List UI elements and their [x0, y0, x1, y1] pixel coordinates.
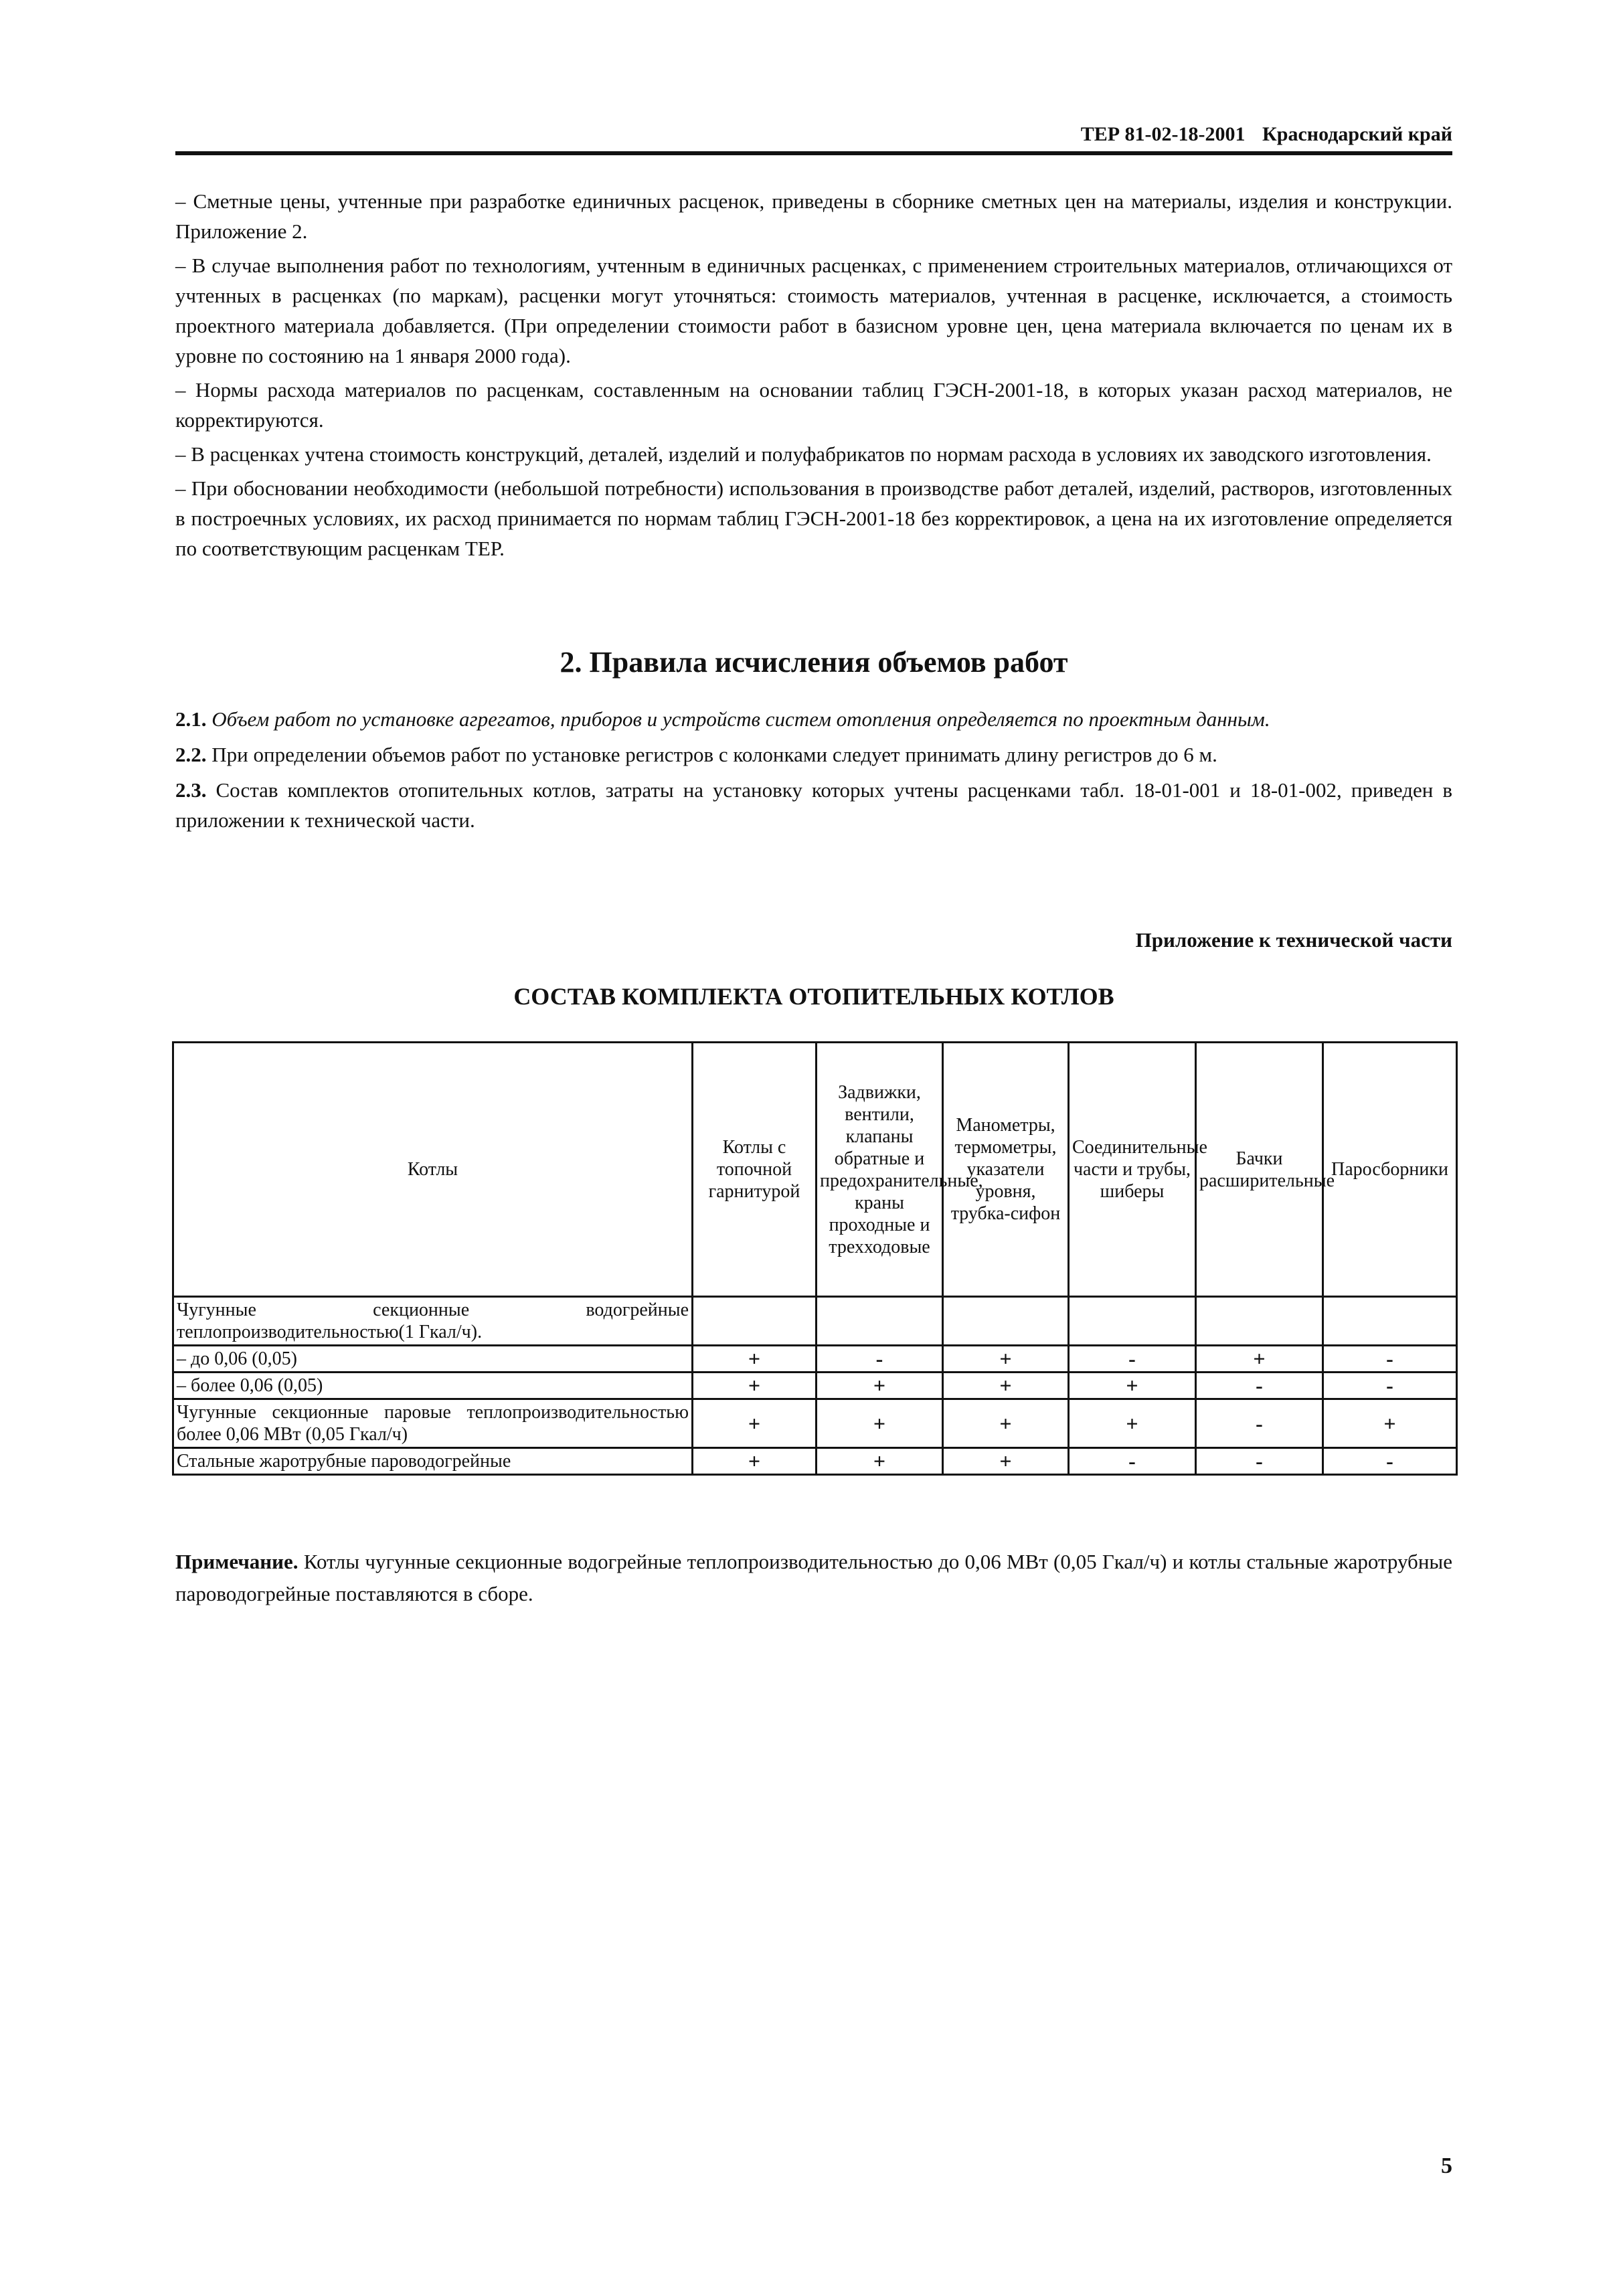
rule-text: Объем работ по установке агрегатов, приборов и устройств систем отопления определяется по проектным данным. — [211, 707, 1270, 731]
intro-paragraph: – Нормы расхода материалов по расценкам, составленным на основании таблиц ГЭСН-2001-18, в которых указан расход материалов, не корректируются. — [175, 378, 1452, 432]
table-cell — [1323, 1297, 1457, 1346]
table-title: СОСТАВ КОМПЛЕКТА ОТОПИТЕЛЬНЫХ КОТЛОВ — [513, 983, 1114, 1010]
rule-text: При определении объемов работ по установке регистров с колонками следует принимать длину регистров до 6 м. — [211, 743, 1217, 766]
note-paragraph — [175, 1546, 1452, 1610]
table-cell: + — [817, 1373, 943, 1399]
column-header: Задвижки, вентили, клапаны обратные и предохранительные, краны проходные и трехходовые — [817, 1043, 943, 1297]
table-cell — [1196, 1297, 1323, 1346]
section-title: 2. Правила исчисления объемов работ — [560, 646, 1068, 679]
row-label: Чугунные секционные водогрейные теплопроизводительностью(1 Гкал/ч). — [173, 1297, 693, 1346]
table-cell: + — [1069, 1373, 1196, 1399]
table-cell: + — [693, 1399, 817, 1448]
note-text: Котлы чугунные секционные водогрейные теплопроизводительностью до 0,06 МВт (0,05 Гкал/ч) и котлы стальные жаротрубные пароводогрейные поставляются в сборе. — [175, 1550, 1453, 1605]
rule-item — [175, 739, 1452, 770]
rules-list — [175, 704, 1452, 841]
column-header: Котлы — [173, 1043, 693, 1297]
column-header: Паросборники — [1323, 1043, 1457, 1297]
rule-number: 2.1. — [175, 707, 207, 731]
row-label: – до 0,06 (0,05) — [173, 1346, 693, 1373]
row-label: Стальные жаротрубные пароводогрейные — [173, 1448, 693, 1475]
table-cell: + — [817, 1448, 943, 1475]
table-cell: + — [943, 1346, 1069, 1373]
table-cell: - — [1323, 1346, 1457, 1373]
table-cell: - — [1196, 1399, 1323, 1448]
table-row — [173, 1448, 1457, 1475]
table-cell: - — [817, 1346, 943, 1373]
table-cell: + — [1196, 1346, 1323, 1373]
table-cell — [817, 1297, 943, 1346]
rule-number: 2.2. — [175, 743, 207, 766]
region-name: Краснодарский край — [1262, 123, 1452, 145]
table-row — [173, 1373, 1457, 1399]
boiler-set-table — [172, 1041, 1458, 1476]
table-cell: - — [1323, 1373, 1457, 1399]
table-cell: - — [1069, 1448, 1196, 1475]
table-cell: + — [817, 1399, 943, 1448]
rule-text: Состав комплектов отопительных котлов, затраты на установку которых учтены расценками табл. 18-01-001 и 18-01-002, приведен в приложении к технической части. — [175, 778, 1452, 832]
row-label: Чугунные секционные паровые теплопроизводительностью более 0,06 МВт (0,05 Гкал/ч) — [173, 1399, 693, 1448]
table-cell: - — [1196, 1448, 1323, 1475]
table-cell: + — [693, 1448, 817, 1475]
table-cell: + — [1069, 1399, 1196, 1448]
table-row — [173, 1297, 1457, 1346]
table-cell: + — [693, 1346, 817, 1373]
table-cell: + — [693, 1373, 817, 1399]
running-header — [175, 118, 1452, 155]
intro-paragraphs — [175, 186, 1452, 567]
table-cell: + — [943, 1448, 1069, 1475]
column-header: Бачки расширительные — [1196, 1043, 1323, 1297]
table-cell: + — [943, 1399, 1069, 1448]
page-number: 5 — [1441, 2153, 1452, 2178]
table-cell: - — [1069, 1346, 1196, 1373]
table-cell: + — [1323, 1399, 1457, 1448]
table-cell — [693, 1297, 817, 1346]
table-cell: - — [1323, 1448, 1457, 1475]
table-cell: - — [1196, 1373, 1323, 1399]
appendix-label: Приложение к технической части — [1135, 928, 1452, 952]
intro-paragraph: – В расценках учтена стоимость конструкций, деталей, изделий и полуфабрикатов по нормам расхода в условиях их заводского изготовления. — [175, 442, 1432, 466]
table-cell — [943, 1297, 1069, 1346]
rule-item — [175, 775, 1452, 835]
column-header: Манометры, термометры, указатели уровня, трубка-сифон — [943, 1043, 1069, 1297]
table-header-row — [173, 1043, 1457, 1297]
column-header: Соединительные части и трубы, шиберы — [1069, 1043, 1196, 1297]
note-label: Примечание. — [175, 1550, 298, 1573]
rule-number: 2.3. — [175, 778, 207, 802]
intro-paragraph: – При обосновании необходимости (небольшой потребности) использования в производстве работ деталей, изделий, растворов, изготовленных в построечных условиях, их расход принимается по нормам таблиц ГЭСН-2001-18 без корректировок, а цена на их изготовление определяется по соответствующим расценкам ТЕР. — [175, 476, 1452, 560]
row-label: – более 0,06 (0,05) — [173, 1373, 693, 1399]
intro-paragraph: – В случае выполнения работ по технологиям, учтенным в единичных расценках, с применением строительных материалов, отличающихся от учтенных в расценках (по маркам), расценки могут уточняться: стоимость материалов, учтенная в расценке, исключается, а стоимость проектного материала добавляется. (При определении стоимости работ в базисном уровне цен, цена материала включается по ценам их в уровне по состоянию на 1 января 2000 года). — [175, 254, 1452, 367]
table-cell — [1069, 1297, 1196, 1346]
intro-paragraph: – Сметные цены, учтенные при разработке единичных расценок, приведены в сборнике сметных цен на материалы, изделия и конструкции. Приложение 2. — [175, 189, 1452, 243]
column-header: Котлы с топочной гарнитурой — [693, 1043, 817, 1297]
table-cell: + — [943, 1373, 1069, 1399]
table-row — [173, 1399, 1457, 1448]
table-row — [173, 1346, 1457, 1373]
document-code: ТЕР 81-02-18-2001 — [1080, 123, 1246, 145]
rule-item — [175, 704, 1452, 734]
